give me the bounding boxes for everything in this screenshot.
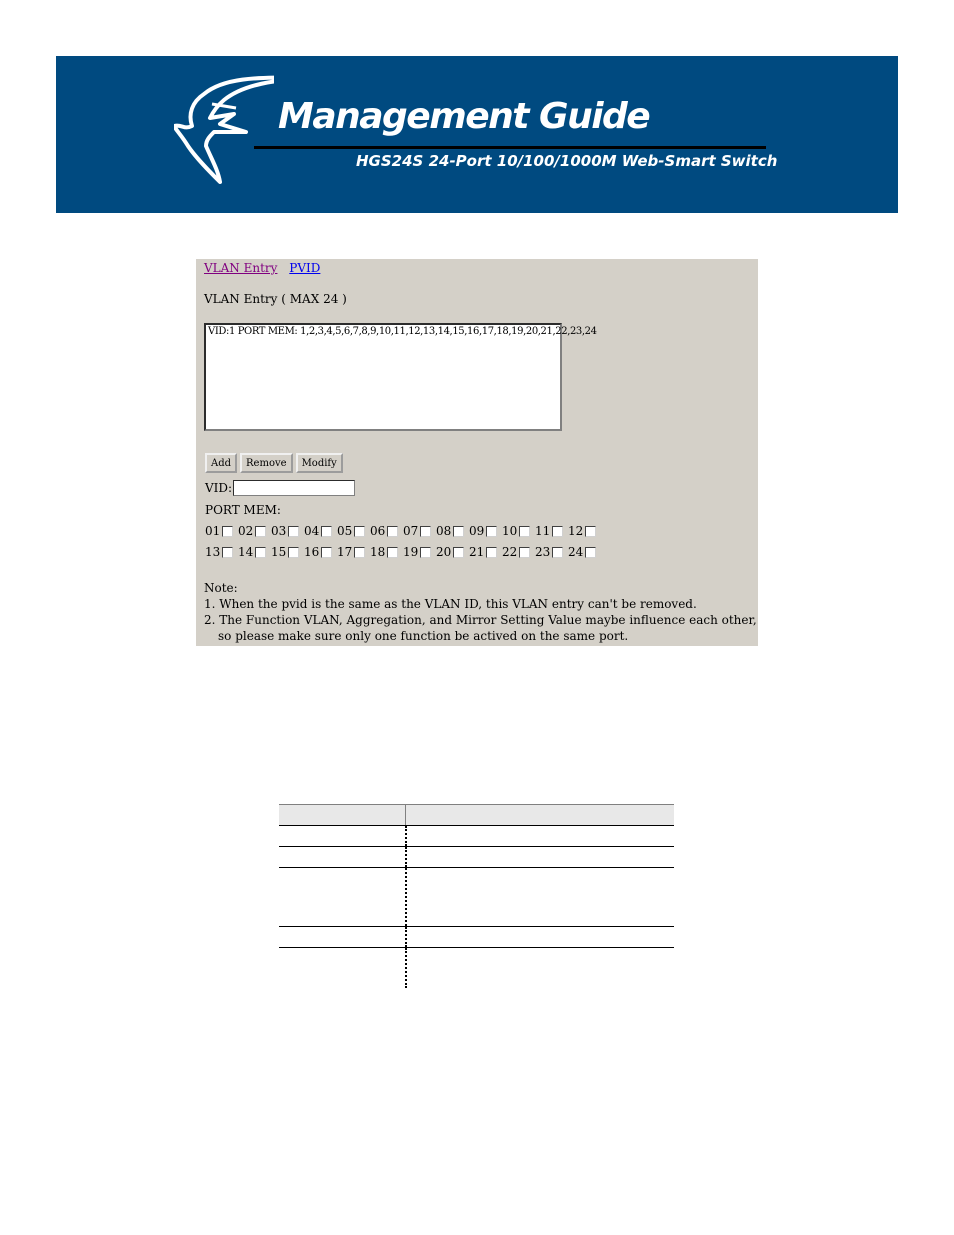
port-07 bbox=[403, 524, 436, 538]
column-divider bbox=[405, 847, 407, 867]
port-19 bbox=[403, 545, 436, 559]
table-header bbox=[279, 804, 674, 826]
port-label: 17 bbox=[337, 545, 353, 559]
vid-input[interactable] bbox=[233, 480, 355, 496]
port-12 bbox=[568, 524, 601, 538]
port-21-checkbox[interactable] bbox=[486, 547, 497, 558]
banner-rule bbox=[254, 146, 766, 149]
port-06 bbox=[370, 524, 403, 538]
port-10-checkbox[interactable] bbox=[519, 526, 530, 537]
port-09-checkbox[interactable] bbox=[486, 526, 497, 537]
description-table bbox=[279, 804, 674, 988]
port-18-checkbox[interactable] bbox=[387, 547, 398, 558]
port-label: 06 bbox=[370, 524, 386, 538]
port-07-checkbox[interactable] bbox=[420, 526, 431, 537]
port-04 bbox=[304, 524, 337, 538]
port-label: 11 bbox=[535, 524, 551, 538]
port-label: 22 bbox=[502, 545, 518, 559]
port-label: 07 bbox=[403, 524, 419, 538]
port-mem-label: PORT MEM: bbox=[205, 503, 281, 517]
port-02-checkbox[interactable] bbox=[255, 526, 266, 537]
tab-bar bbox=[204, 261, 328, 275]
port-label: 01 bbox=[205, 524, 221, 538]
port-label: 12 bbox=[568, 524, 584, 538]
table-row bbox=[279, 927, 674, 948]
port-label: 15 bbox=[271, 545, 287, 559]
port-08 bbox=[436, 524, 469, 538]
port-label: 10 bbox=[502, 524, 518, 538]
port-17-checkbox[interactable] bbox=[354, 547, 365, 558]
note-2: 2. The Function VLAN, Aggregation, and Mirror Setting Value maybe influence each other, bbox=[204, 613, 757, 627]
port-05 bbox=[337, 524, 370, 538]
note-1: 1. When the pvid is the same as the VLAN ID, this VLAN entry can't be removed. bbox=[204, 597, 697, 611]
port-label: 13 bbox=[205, 545, 221, 559]
port-19-checkbox[interactable] bbox=[420, 547, 431, 558]
port-22 bbox=[502, 545, 535, 559]
port-label: 04 bbox=[304, 524, 320, 538]
port-08-checkbox[interactable] bbox=[453, 526, 464, 537]
port-label: 24 bbox=[568, 545, 584, 559]
port-06-checkbox[interactable] bbox=[387, 526, 398, 537]
port-21 bbox=[469, 545, 502, 559]
tab-vlan-entry[interactable]: VLAN Entry bbox=[204, 261, 278, 275]
table-row bbox=[279, 948, 674, 988]
note-2-continued: so please make sure only one function be actived on the same port. bbox=[218, 629, 629, 643]
modify-button[interactable]: Modify bbox=[296, 453, 343, 473]
vid-label: VID: bbox=[205, 481, 233, 495]
port-11 bbox=[535, 524, 568, 538]
banner-title: Management Guide bbox=[278, 96, 650, 137]
notes bbox=[204, 580, 757, 644]
column-divider bbox=[405, 868, 407, 926]
port-12-checkbox[interactable] bbox=[585, 526, 596, 537]
tab-pvid[interactable]: PVID bbox=[289, 261, 321, 275]
port-label: 23 bbox=[535, 545, 551, 559]
port-label: 14 bbox=[238, 545, 254, 559]
port-label: 18 bbox=[370, 545, 386, 559]
button-group bbox=[205, 453, 343, 473]
column-divider bbox=[405, 948, 407, 988]
table-row bbox=[279, 847, 674, 868]
port-01 bbox=[205, 524, 238, 538]
banner-subtitle: HGS24S 24-Port 10/100/1000M Web-Smart Switch bbox=[356, 152, 778, 170]
port-04-checkbox[interactable] bbox=[321, 526, 332, 537]
port-24 bbox=[568, 545, 601, 559]
port-label: 20 bbox=[436, 545, 452, 559]
port-18 bbox=[370, 545, 403, 559]
port-label: 09 bbox=[469, 524, 485, 538]
port-05-checkbox[interactable] bbox=[354, 526, 365, 537]
port-17 bbox=[337, 545, 370, 559]
port-23-checkbox[interactable] bbox=[552, 547, 563, 558]
port-label: 05 bbox=[337, 524, 353, 538]
port-22-checkbox[interactable] bbox=[519, 547, 530, 558]
column-divider bbox=[405, 826, 407, 846]
port-15-checkbox[interactable] bbox=[288, 547, 299, 558]
port-label: 16 bbox=[304, 545, 320, 559]
port-03 bbox=[271, 524, 304, 538]
port-10 bbox=[502, 524, 535, 538]
port-03-checkbox[interactable] bbox=[288, 526, 299, 537]
vlan-entry-panel bbox=[196, 259, 758, 646]
port-14-checkbox[interactable] bbox=[255, 547, 266, 558]
port-23 bbox=[535, 545, 568, 559]
port-label: 08 bbox=[436, 524, 452, 538]
port-20-checkbox[interactable] bbox=[453, 547, 464, 558]
port-label: 19 bbox=[403, 545, 419, 559]
vid-row bbox=[205, 480, 355, 496]
column-divider bbox=[405, 805, 406, 825]
port-label: 21 bbox=[469, 545, 485, 559]
port-15 bbox=[271, 545, 304, 559]
remove-button[interactable]: Remove bbox=[240, 453, 293, 473]
port-16 bbox=[304, 545, 337, 559]
port-13 bbox=[205, 545, 238, 559]
port-01-checkbox[interactable] bbox=[222, 526, 233, 537]
table-row bbox=[279, 868, 674, 927]
list-item[interactable]: VID:1 PORT MEM: 1,2,3,4,5,6,7,8,9,10,11,12,13,14,15,16,17,18,19,20,21,22,23,24 bbox=[208, 326, 597, 337]
port-24-checkbox[interactable] bbox=[585, 547, 596, 558]
port-13-checkbox[interactable] bbox=[222, 547, 233, 558]
port-label: 03 bbox=[271, 524, 287, 538]
port-row-1 bbox=[205, 524, 601, 538]
eagle-logo-icon bbox=[174, 74, 274, 189]
port-row-2 bbox=[205, 545, 601, 559]
port-14 bbox=[238, 545, 271, 559]
vlan-entry-list[interactable] bbox=[204, 323, 597, 431]
column-divider bbox=[405, 927, 407, 947]
vlan-entry-heading: VLAN Entry ( MAX 24 ) bbox=[204, 292, 347, 306]
add-button[interactable]: Add bbox=[205, 453, 237, 473]
header-banner bbox=[56, 56, 898, 213]
port-09 bbox=[469, 524, 502, 538]
port-label: 02 bbox=[238, 524, 254, 538]
port-11-checkbox[interactable] bbox=[552, 526, 563, 537]
table-row bbox=[279, 826, 674, 847]
port-20 bbox=[436, 545, 469, 559]
port-02 bbox=[238, 524, 271, 538]
note-title: Note: bbox=[204, 581, 238, 595]
port-16-checkbox[interactable] bbox=[321, 547, 332, 558]
